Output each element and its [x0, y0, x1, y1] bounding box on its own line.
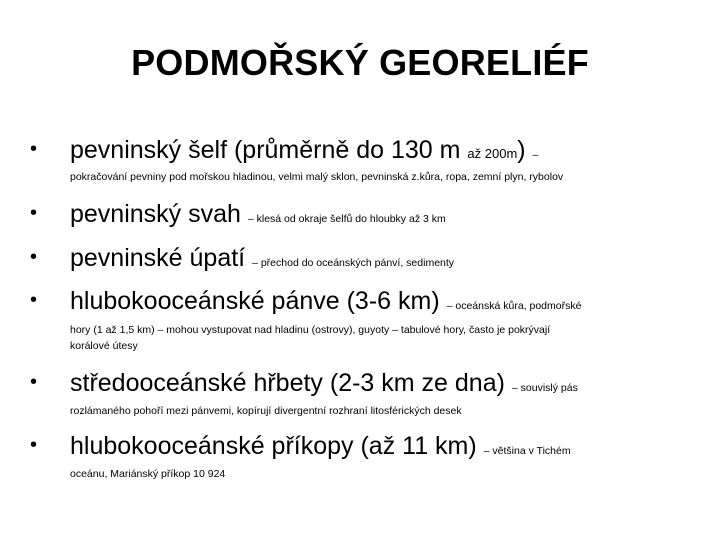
bullet-tail-text: – klesá od okraje šelfů do hloubky až 3 km [247, 213, 446, 225]
slide-title: PODMOŘSKÝ GEORELIÉF [131, 42, 589, 83]
bullet-paren-close: ) [517, 136, 533, 164]
bullet-tail-text: – přechod do oceánských pánví, sedimenty [252, 257, 455, 269]
bullet-main-text: pevninské úpatí [70, 244, 253, 272]
bullet-continuation: hory (1 až 1,5 km) – mohou vystupovat nad hladinu (ostrovy), guyoty – tabulové hory, často je pokrývají [70, 324, 551, 336]
bullet-tail-text: – oceánská kůra, podmořské [446, 300, 582, 312]
bullet-continuation: korálové útesy [70, 340, 138, 352]
bullet-small-inline: až 200m [467, 146, 518, 161]
bullet-continuation: pokračování pevniny pod mořskou hladinou, velmi malý sklon, pevninská z.kůra, ropa, zemní plyn, rybolov [70, 171, 564, 183]
bullet-dot: • [30, 371, 38, 393]
bullet-continuation: oceánu, Mariánský příkop 10 924 [70, 468, 226, 480]
bullet-line [70, 136, 538, 165]
bullet-dot: • [30, 138, 38, 160]
bullet-line [70, 432, 571, 461]
bullet-continuation: rozlámaného pohoří mezi pánvemi, kopírují divergentní rozhraní litosférických desek [70, 405, 462, 417]
bullet-line [70, 200, 446, 229]
bullet-dot: • [30, 289, 38, 311]
bullet-dot: • [30, 246, 38, 268]
bullet-tail-text: – většina v Tichém [483, 445, 571, 457]
bullet-main-text: pevninský šelf (průměrně do 130 m [70, 136, 468, 164]
bullet-main-text: středooceánské hřbety (2-3 km ze dna) [70, 369, 512, 397]
bullet-tail-text: – souvislý pás [511, 382, 578, 394]
bullet-main-text: hlubokooceánské pánve (3-6 km) [70, 287, 447, 315]
bullet-main-text: hlubokooceánské příkopy (až 11 km) [70, 432, 484, 460]
bullet-line [70, 244, 454, 273]
bullet-main-text: pevninský svah [70, 200, 248, 228]
bullet-line [70, 369, 578, 398]
bullet-dot: • [30, 434, 38, 456]
bullet-line [70, 287, 581, 316]
bullet-dot: • [30, 202, 38, 224]
bullet-tail-text: – [532, 149, 539, 161]
